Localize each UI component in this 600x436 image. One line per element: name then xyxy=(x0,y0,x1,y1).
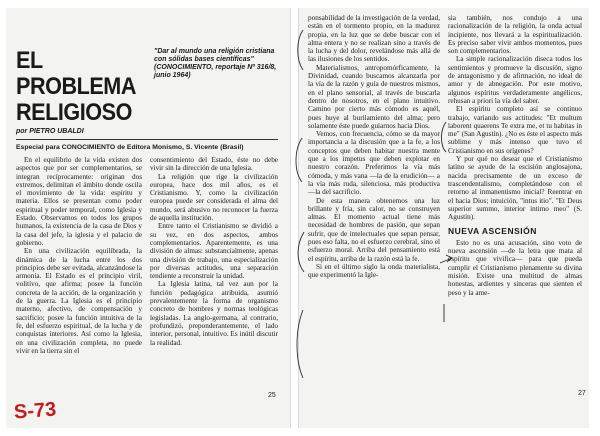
margin-bracket-mark xyxy=(298,30,303,70)
paragraph: La simple racionalización diseca todos los sentimientos y promueve la discusión, signo de antagonismo y de afirmación, no ideal de amor y de abnegación. Por este motivo, algunos espíritus verdaderamente angélicos, rehusan a priori la vía del saber. xyxy=(448,55,582,105)
paragraph: Esto no es una acusación, sino voto de nueva ascensión —de la letra que mata al espíritu que vivifica— para que pueda cumplir el Cristianismo plenamente su divina misión. Existe una multitud de almas honestas, ardientes y sinceras que sienten el peso y la ame- xyxy=(448,238,582,297)
paragraph: El espíritu completo así se continuo trabajo, variando sus actitudes: "Et multum laborent quaerens Te extra me, et tu habitas in me" (San Agustín). ¿No es éste el aspecto más sublime y más intenso que tuvo el Cristianismo en sus orígenes? xyxy=(448,105,582,155)
margin-bracket-mark xyxy=(296,138,302,182)
paragraph: ponsabilidad de la investigación de la verdad, están en el tormento propio, en la madurez propia, en la luz que se debe buscar con el alma entera y no se realizan sino a través de la lucha y del dolor, revelándose más allá de las ilusiones de los sentidos. xyxy=(308,14,440,64)
paragraph: Y por qué no desear que el Cristianismo latino se ayude de la escisión anglosajona, nacida precisamente de un exceso de trascendentalismo, completándose con el retorno al inmanentismo inicial? Reentrar en el hacia Dios; intuición, "intus itio". "Et Deus superior summo, interior intimo meo" (S. Agustín). xyxy=(448,155,582,222)
paragraph: En el equilibrio de la vida existen dos aspectos que por ser complementarios, se integran recíprocamente: originan dos extremos, delimitan el ámbito donde oscila el movimiento de la vida: espíritu y materia. Ellos se presentan como poder espiritual y poder temporal, como Iglesia y Estado. Observamos en todos los grupos humanos, la existencia de la casa de Dios y la casa del jefe, la iglesia y el palacio de gobierno. xyxy=(16,156,142,247)
article-credit: Especial para CONOCIMIENTO de Editora Monismo, S. Vicente (Brasil) xyxy=(16,144,244,151)
paragraph: Entre tanto el Cristianismo se dividió a su vez, en dos aspectos, ambos complementarios. Aparentemente, es una división de almas: substancialmente, apenas una división de trabajo, una especialización por diversas actitudes, una separación tendiente a reconstruir la unidad. xyxy=(150,222,278,281)
paragraph: La religión que rige la civilización europea, hace dos mil años, es el Cristianismo. Y, como la civilización europea puede ser considerada el alma del mundo, será abusivo no reconocer la fuerza de aquella institución. xyxy=(150,172,278,223)
page-number-left: 25 xyxy=(268,392,276,399)
margin-bracket-mark xyxy=(442,122,447,152)
article-author: por PIETRO UBALDI xyxy=(16,128,84,135)
margin-bracket-mark xyxy=(297,310,303,378)
paragraph: consentimiento del Estado, éste no debe vivir sin la dirección de una Iglesia. xyxy=(150,156,278,173)
paragraph: Si en el último siglo la onda materialista, que experimentó la Igle- xyxy=(308,262,440,280)
page-number-right: 27 xyxy=(578,390,586,397)
paragraph: La Iglesia latina, tal vez aun por la función pedagógica atribuida, asumió prevalentemente la forma de organismo concreto de hombres y normas teológicas legisladas. La anglo-germana, al contrario, profundizó, preponderantemente, el lado interior, personal, intuitivo. Es inútil discutir la realidad. xyxy=(150,280,278,347)
margin-bracket-mark xyxy=(298,232,304,272)
paragraph: De esta manera obtenemos una luz brillante y fría, sin calor, no se construyen almas. El momento actual tiene más necesidad de hombres de pasión, que sepan sufrir, que de intelectuales que sepan pensar, pues eso falta, no el esfuerzo cerebral, sino el esfuerzo moral. Arriba del pensamiento está el espíritu, arriba de la razón está la fe. xyxy=(308,196,440,263)
paragraph: Vemos, con frecuencia, cómo se da mayor importancia a la discusión que a la fe, a los conceptos que deben habitar nuestra mente que a los ímpetus que deben explotar en nuestro corazón. Preferimos la vía más cómoda, y más vana —la de la erudición— a la vía más ruda, silenciosa, más productiva —la del sacrificio. xyxy=(308,130,440,197)
article-epigraph: "Dar al mundo una religión cristiana con sólidas bases científicas" (CONOCIMIENTO, reportaje Nº 316/8, junio 1964) xyxy=(154,48,277,79)
archive-mark: S-73 xyxy=(13,398,57,424)
paragraph: Materialismos, antropomórficamente, la Divinidad, cuando buscamos alcanzarla por la vía de la razón y guía de nuestros mismos, en el plano sensorial, al través de buscarla dentro de nosotros, en el plano intuitivo. Camino por cierto más cómodo es aquél, pues huye al burilamiento del alma; pero solamente éste puede guiarnos hacia Dios. xyxy=(308,63,440,130)
section-heading: NUEVA ASCENSIÓN xyxy=(448,226,537,237)
margin-arrow-mark xyxy=(440,255,452,263)
article-title: EL PROBLEMA RELIGIOSO xyxy=(16,47,136,126)
paragraph: sia también, nos condujo a una racionalización de la religión, la onda actual incipiente, nos llevará a la espiritualización. Es preciso saber vivir ambos momentos, pues son complementarios. xyxy=(448,14,582,56)
paragraph: En una civilización equilibrada, la dinámica de la lucha entre los dos principios debe ser evitada, alcanzándose la armonía. El Estado es el principio viril, volitivo, que afirma; posee la función concreta de la acción, de la organización y de la guerra. La Iglesia es el principio materno, afectivo, de compensación y sacrificio; posee la función intuitiva de la fe, del esfuerzo espiritual, de la lucha y de conquistas interiores. Así como la Iglesia, en una civilización completa, no puede vivir en la tierra sin el xyxy=(16,247,142,355)
